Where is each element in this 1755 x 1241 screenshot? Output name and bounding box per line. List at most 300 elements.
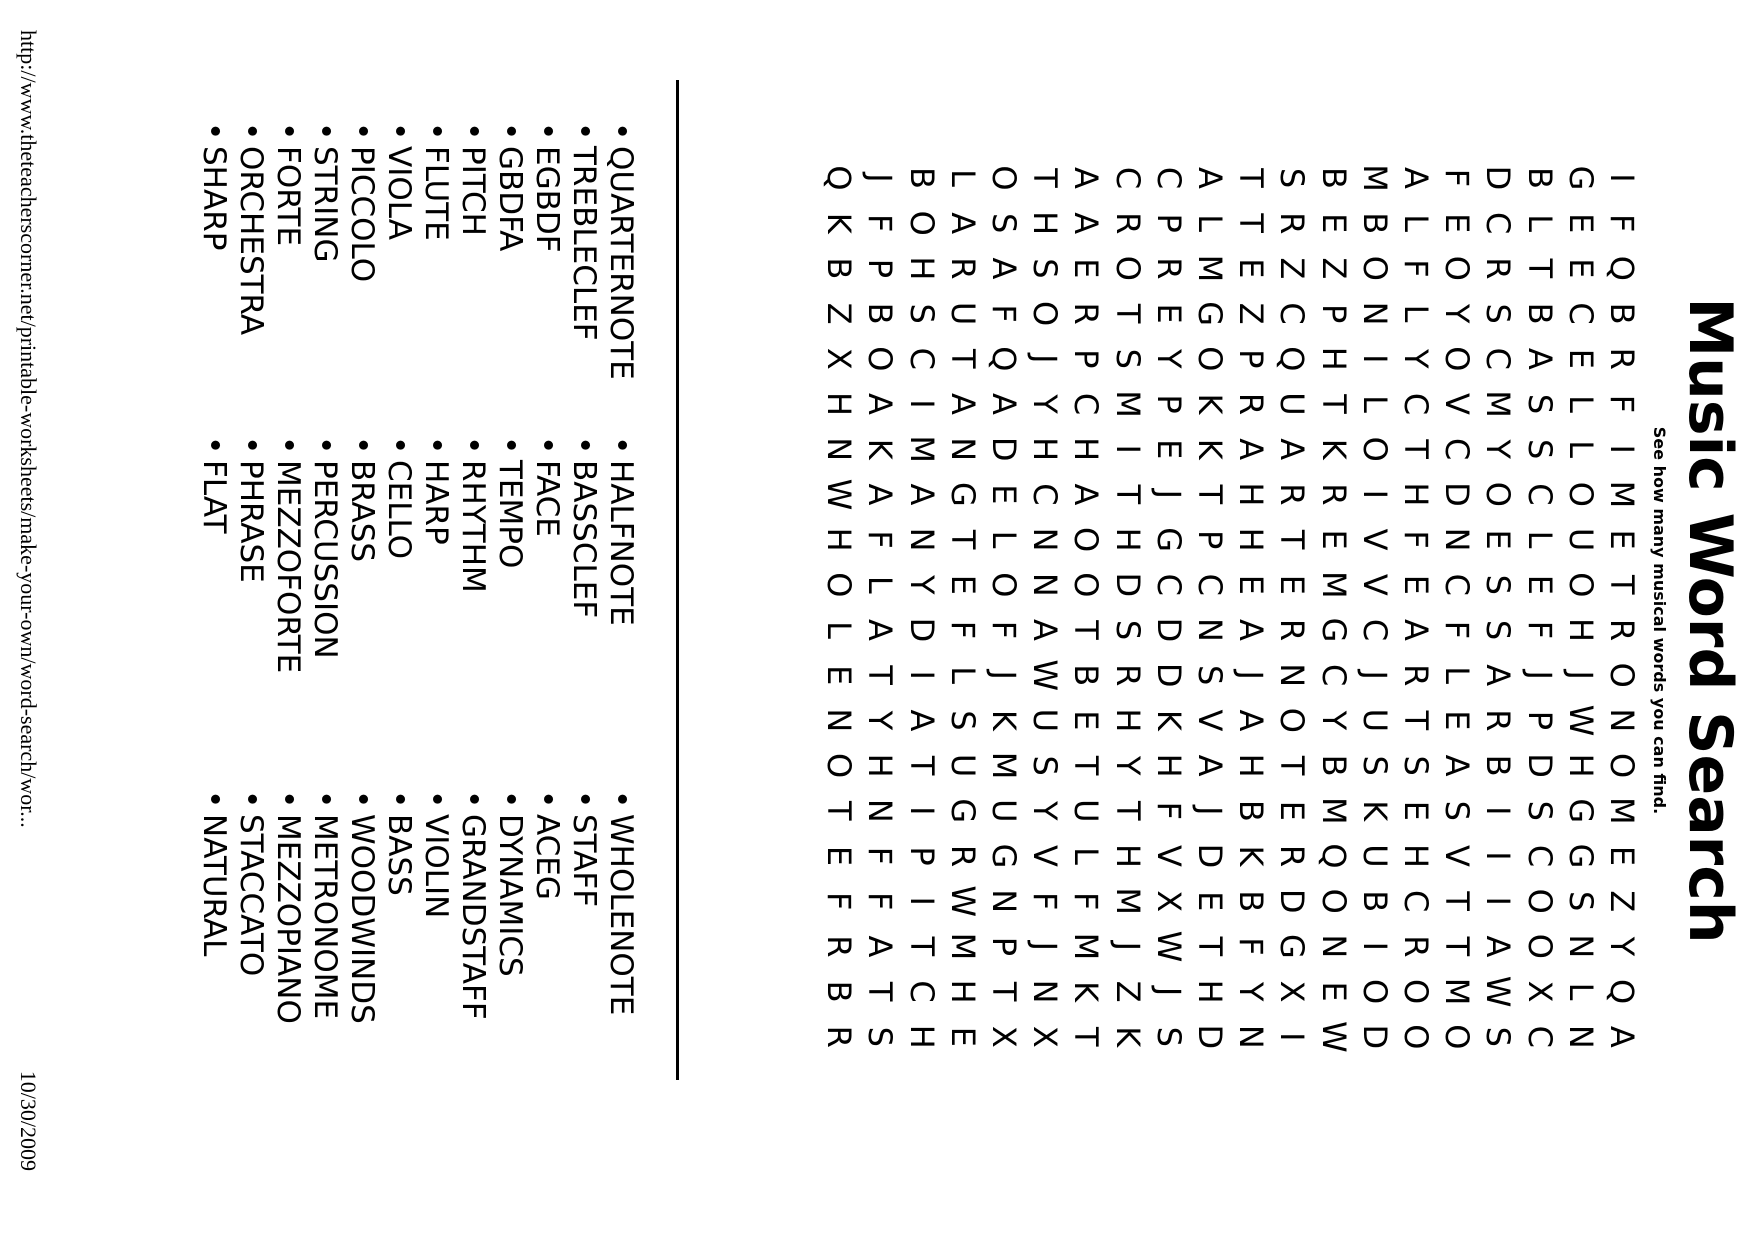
grid-letter: U <box>1355 708 1394 733</box>
grid-letter: L <box>1397 304 1435 323</box>
grid-letter: S <box>1479 574 1518 595</box>
grid-letter: M <box>1314 570 1353 599</box>
grid-letter: D <box>1479 165 1518 191</box>
worksheet-title: Music Word Search <box>1675 297 1745 944</box>
grid-letter: A <box>861 619 900 641</box>
grid-letter: S <box>985 213 1023 234</box>
grid-letter: C <box>1397 392 1435 416</box>
grid-letter: B <box>820 980 859 1003</box>
grid-letter: O <box>1026 301 1065 327</box>
grid-letter: Z <box>820 302 859 325</box>
grid-letter: E <box>943 574 982 595</box>
grid-letter: E <box>1561 213 1600 234</box>
grid-letter: C <box>1397 890 1435 913</box>
grid-letter: T <box>1397 439 1435 459</box>
grid-letter: S <box>1520 393 1559 415</box>
grid-letter: K <box>861 438 900 460</box>
grid-letter: E <box>943 1026 982 1047</box>
grid-letter: F <box>943 620 982 640</box>
grid-letter: Z <box>1314 257 1353 280</box>
grid-letter: H <box>1397 482 1435 507</box>
grid-letter: A <box>1026 619 1065 641</box>
grid-letter: W <box>1479 975 1518 1008</box>
grid-letter: U <box>943 301 982 326</box>
grid-letter: Y <box>861 710 900 731</box>
grid-letter: B <box>1355 890 1394 913</box>
grid-letter: V <box>1191 709 1229 732</box>
grid-letter: H <box>902 256 941 281</box>
grid-letter: Q <box>1314 843 1353 869</box>
grid-letter: A <box>1397 619 1435 641</box>
grid-letter: N <box>1026 979 1065 1004</box>
grid-letter: F <box>1603 394 1641 414</box>
grid-letter: F <box>1397 530 1435 549</box>
grid-letter: J <box>1232 670 1271 680</box>
grid-letter: O <box>1355 255 1394 281</box>
grid-letter: A <box>1067 167 1106 189</box>
grid-letter: C <box>1108 166 1147 190</box>
grid-letter: H <box>1108 708 1147 733</box>
word-list-item: • PHRASE <box>231 436 271 583</box>
grid-letter: F <box>1149 801 1188 820</box>
grid-letter: P <box>902 846 941 866</box>
grid-letter: E <box>1397 800 1435 821</box>
grid-letter: P <box>1067 349 1106 369</box>
word-list-item: • FLUTE <box>416 122 456 241</box>
grid-letter: X <box>985 1025 1023 1048</box>
grid-letter: T <box>861 665 900 685</box>
word-list-item: • MEZZOPIANO <box>268 790 308 1024</box>
grid-letter: P <box>1314 303 1353 324</box>
grid-letter: Y <box>1149 349 1188 369</box>
grid-letter: U <box>1273 392 1312 416</box>
grid-letter: U <box>1026 708 1065 733</box>
grid-letter: S <box>943 710 982 731</box>
grid-letter: K <box>1191 438 1229 460</box>
grid-letter: Z <box>1603 890 1641 913</box>
grid-letter: H <box>1108 527 1147 552</box>
grid-letter: S <box>861 1026 900 1047</box>
grid-letter: T <box>1438 891 1477 911</box>
grid-letter: A <box>1067 212 1106 235</box>
grid-letter: M <box>1108 390 1147 418</box>
grid-letter: O <box>1561 481 1600 507</box>
grid-letter: C <box>1067 392 1106 416</box>
grid-letter: H <box>943 979 982 1004</box>
grid-letter: S <box>1438 800 1477 821</box>
grid-letter: J <box>985 670 1023 680</box>
grid-letter: L <box>1191 214 1229 233</box>
grid-letter: R <box>943 844 982 868</box>
grid-letter: N <box>1314 934 1353 959</box>
grid-letter: C <box>1149 573 1188 596</box>
grid-letter: N <box>943 437 982 462</box>
grid-letter: A <box>1520 347 1559 370</box>
grid-letter: J <box>1026 941 1065 952</box>
grid-letter: L <box>1561 395 1600 413</box>
grid-letter: E <box>1067 710 1106 731</box>
grid-letter: T <box>943 529 982 550</box>
grid-letter: F <box>1438 168 1477 188</box>
grid-letter: X <box>820 347 859 370</box>
word-list-item: • TEMPO <box>490 436 530 568</box>
grid-letter: C <box>902 347 941 370</box>
grid-letter: E <box>1603 845 1641 867</box>
grid-letter: M <box>1438 977 1477 1006</box>
grid-letter: C <box>1273 302 1312 325</box>
grid-letter: F <box>1438 620 1477 640</box>
grid-letter: I <box>1603 444 1641 454</box>
grid-letter: V <box>1355 573 1394 596</box>
grid-letter: O <box>985 572 1023 598</box>
grid-letter: L <box>1561 982 1600 1001</box>
grid-letter: S <box>1026 755 1065 776</box>
grid-letter: L <box>1397 214 1435 233</box>
grid-letter: L <box>1355 395 1394 413</box>
grid-letter: A <box>861 935 900 958</box>
grid-letter: D <box>1273 888 1312 914</box>
grid-letter: O <box>1520 933 1559 959</box>
grid-letter: O <box>902 210 941 236</box>
word-list-item: • NATURAL <box>194 790 234 956</box>
grid-letter: H <box>1067 437 1106 462</box>
grid-letter: X <box>1520 980 1559 1003</box>
grid-letter: C <box>1520 1025 1559 1048</box>
grid-letter: F <box>1026 891 1065 911</box>
grid-letter: D <box>985 436 1023 462</box>
grid-letter: R <box>820 935 859 958</box>
grid-letter: E <box>1520 574 1559 595</box>
grid-letter: G <box>943 798 982 824</box>
grid-letter: O <box>1603 662 1641 688</box>
grid-letter: U <box>1355 844 1394 868</box>
grid-letter: H <box>902 1024 941 1049</box>
grid-letter: G <box>1561 843 1600 869</box>
grid-letter: N <box>1273 663 1312 688</box>
grid-letter: V <box>1149 845 1188 867</box>
grid-letter: E <box>1149 439 1188 460</box>
grid-letter: X <box>1149 890 1188 913</box>
footer-url: http://www.theteacherscorner.net/printable-worksheets/make-your-own/word-search/wor... <box>16 30 41 828</box>
grid-letter: A <box>985 257 1023 280</box>
grid-letter: L <box>943 169 982 187</box>
grid-letter: I <box>902 399 941 409</box>
grid-letter: R <box>1603 618 1641 642</box>
grid-letter: T <box>1397 710 1435 731</box>
grid-letter: F <box>1520 620 1559 640</box>
grid-letter: S <box>1273 167 1312 189</box>
word-list-item: • GBDFA <box>490 122 530 251</box>
grid-letter: T <box>1520 258 1559 279</box>
grid-letter: O <box>1067 527 1106 553</box>
grid-letter: I <box>1273 1032 1312 1042</box>
grid-letter: O <box>1561 572 1600 598</box>
grid-letter: J <box>1355 670 1394 680</box>
grid-letter: F <box>985 620 1023 640</box>
grid-letter: D <box>1191 1024 1229 1050</box>
grid-letter: D <box>1149 662 1188 688</box>
grid-letter: R <box>1108 212 1147 235</box>
grid-letter: W <box>1026 659 1065 691</box>
grid-letter: C <box>902 980 941 1003</box>
grid-letter: W <box>1314 1020 1353 1053</box>
grid-letter: L <box>985 530 1023 549</box>
grid-letter: K <box>1355 800 1394 822</box>
grid-letter: C <box>1438 573 1477 596</box>
grid-letter: E <box>1314 981 1353 1002</box>
grid-letter: H <box>1108 843 1147 869</box>
grid-letter: O <box>820 572 859 598</box>
grid-letter: I <box>1108 444 1147 454</box>
grid-letter: D <box>1149 617 1188 643</box>
footer-date: 10/30/2009 <box>16 1070 41 1171</box>
grid-letter: C <box>1479 347 1518 370</box>
grid-letter: K <box>820 212 859 234</box>
grid-letter: R <box>1067 302 1106 325</box>
grid-letter: W <box>943 885 982 917</box>
word-list-item: • BRASS <box>342 436 382 562</box>
grid-letter: Y <box>1108 755 1147 776</box>
grid-letter: A <box>1479 664 1518 687</box>
grid-letter: I <box>1355 941 1394 952</box>
grid-letter: N <box>1438 527 1477 552</box>
grid-letter: A <box>1232 709 1271 732</box>
grid-letter: N <box>861 798 900 823</box>
grid-letter: P <box>861 258 900 279</box>
grid-letter: H <box>861 753 900 778</box>
grid-letter: S <box>902 303 941 324</box>
grid-letter: B <box>1479 754 1518 777</box>
word-list-item: • MEZZOFORTE <box>268 436 308 673</box>
grid-letter: Q <box>1603 255 1641 281</box>
grid-letter: R <box>1397 935 1435 958</box>
grid-letter: R <box>1149 257 1188 280</box>
grid-letter: K <box>985 709 1023 731</box>
grid-letter: F <box>1067 891 1106 911</box>
word-list-item: • QUARTERNOTE <box>601 122 641 380</box>
grid-letter: J <box>1561 670 1600 680</box>
grid-letter: B <box>1520 167 1559 189</box>
grid-letter: E <box>1561 348 1600 369</box>
grid-letter: F <box>1232 937 1271 956</box>
grid-letter: O <box>1314 888 1353 914</box>
grid-letter: I <box>1355 354 1394 364</box>
grid-letter: Y <box>902 575 941 595</box>
grid-letter: O <box>1438 255 1477 281</box>
grid-letter: O <box>861 346 900 372</box>
grid-letter: D <box>1108 572 1147 598</box>
word-list-item: • WHOLENOTE <box>601 790 641 1015</box>
grid-letter: H <box>820 527 859 552</box>
grid-letter: M <box>1603 796 1641 825</box>
grid-letter: R <box>1108 664 1147 687</box>
word-list-item: • PERCUSSION <box>305 436 345 659</box>
word-list-item: • STRING <box>305 122 345 263</box>
grid-letter: G <box>985 843 1023 869</box>
worksheet-subtitle: See how many musical words you can find. <box>1650 426 1669 815</box>
grid-letter: K <box>1314 438 1353 460</box>
grid-letter: H <box>1561 753 1600 778</box>
grid-letter: S <box>1561 891 1600 912</box>
grid-letter: T <box>902 936 941 957</box>
grid-letter: N <box>1355 301 1394 326</box>
grid-letter: T <box>1067 620 1106 640</box>
grid-letter: C <box>1520 844 1559 868</box>
word-list-item: • FLAT <box>194 436 234 534</box>
grid-letter: G <box>1561 798 1600 824</box>
grid-letter: O <box>820 753 859 779</box>
grid-letter: F <box>861 530 900 549</box>
word-list-item: • BASSCLEF <box>564 436 604 618</box>
grid-letter: M <box>943 932 982 961</box>
grid-letter: A <box>1191 167 1229 189</box>
grid-letter: G <box>1273 933 1312 959</box>
word-list-item: • HARP <box>416 436 456 545</box>
word-list-item: • BASS <box>379 790 419 896</box>
grid-letter: Z <box>1232 302 1271 325</box>
word-list-item: • STAFF <box>564 790 604 907</box>
grid-letter: A <box>1232 438 1271 461</box>
grid-letter: C <box>1479 212 1518 235</box>
grid-letter: E <box>820 665 859 686</box>
word-list-item: • TREBLECLEF <box>564 122 604 341</box>
grid-letter: F <box>1397 259 1435 278</box>
grid-letter: E <box>1561 258 1600 279</box>
word-list-item: • WOODWINDS <box>342 790 382 1024</box>
grid-letter: A <box>1438 754 1477 777</box>
grid-letter: A <box>1232 619 1271 641</box>
grid-letter: S <box>1520 800 1559 821</box>
grid-letter: L <box>1067 847 1106 865</box>
grid-letter: V <box>1438 845 1477 867</box>
grid-letter: N <box>1561 934 1600 959</box>
grid-letter: H <box>1232 482 1271 507</box>
grid-letter: K <box>1067 981 1106 1003</box>
grid-letter: L <box>1438 666 1477 685</box>
grid-letter: Y <box>1232 981 1271 1002</box>
grid-letter: C <box>1314 664 1353 687</box>
grid-letter: H <box>1026 211 1065 236</box>
grid-letter: C <box>1355 618 1394 642</box>
grid-letter: U <box>943 753 982 778</box>
word-list-item: • METRONOME <box>305 790 345 1019</box>
grid-letter: L <box>1520 214 1559 233</box>
grid-letter: C <box>1191 573 1229 596</box>
grid-letter: M <box>1191 254 1229 283</box>
grid-letter: H <box>1026 437 1065 462</box>
grid-letter: K <box>1191 393 1229 415</box>
grid-letter: O <box>1355 436 1394 462</box>
grid-letter: N <box>1026 527 1065 552</box>
word-list-item: • ACEG <box>527 790 567 900</box>
word-list-item: • CELLO <box>379 436 419 559</box>
grid-letter: V <box>1438 393 1477 415</box>
grid-letter: Q <box>985 346 1023 372</box>
grid-letter: T <box>1191 484 1229 505</box>
grid-letter: O <box>1479 481 1518 507</box>
grid-letter: T <box>1067 1027 1106 1047</box>
grid-letter: E <box>1438 213 1477 234</box>
word-list-item: • PITCH <box>453 122 493 236</box>
grid-letter: P <box>1232 349 1271 369</box>
grid-letter: A <box>985 393 1023 415</box>
grid-letter: A <box>943 212 982 235</box>
grid-letter: M <box>1355 164 1394 192</box>
grid-letter: Y <box>1026 394 1065 414</box>
grid-letter: N <box>1561 1024 1600 1049</box>
grid-letter: T <box>1232 213 1271 233</box>
grid-letter: M <box>1067 932 1106 961</box>
grid-letter: B <box>861 302 900 325</box>
grid-letter: R <box>1397 664 1435 687</box>
grid-letter: H <box>820 391 859 417</box>
grid-letter: L <box>943 666 982 685</box>
grid-letter: T <box>1191 936 1229 957</box>
grid-letter: L <box>861 575 900 594</box>
grid-letter: Y <box>1026 801 1065 821</box>
grid-letter: R <box>1273 212 1312 235</box>
grid-letter: Y <box>1314 710 1353 731</box>
grid-letter: T <box>1438 936 1477 957</box>
grid-letter: E <box>1273 574 1312 595</box>
grid-letter: S <box>1191 665 1229 686</box>
word-list-item: • GRANDSTAFF <box>453 790 493 1020</box>
grid-letter: P <box>985 936 1023 957</box>
grid-letter: G <box>1561 165 1600 191</box>
word-list-item: • ORCHESTRA <box>231 122 271 335</box>
grid-letter: L <box>1561 440 1600 459</box>
grid-letter: P <box>1149 394 1188 414</box>
grid-letter: L <box>820 621 859 639</box>
grid-letter: T <box>1273 755 1312 776</box>
grid-letter: E <box>1273 800 1312 821</box>
grid-letter: M <box>1108 887 1147 915</box>
grid-letter: D <box>1438 482 1477 507</box>
grid-letter: O <box>985 165 1023 191</box>
grid-letter: D <box>1355 1024 1394 1050</box>
grid-letter: E <box>820 845 859 867</box>
grid-letter: A <box>1067 483 1106 506</box>
grid-letter: K <box>1108 1026 1147 1048</box>
grid-letter: J <box>1149 986 1188 997</box>
grid-letter: I <box>902 806 941 816</box>
grid-letter: K <box>1232 845 1271 867</box>
grid-letter: P <box>1191 529 1229 550</box>
grid-letter: T <box>1067 755 1106 776</box>
grid-letter: M <box>1479 390 1518 418</box>
grid-letter: F <box>1603 213 1641 233</box>
grid-letter: C <box>1026 483 1065 506</box>
grid-letter: Y <box>1438 303 1477 324</box>
grid-letter: U <box>1561 527 1600 552</box>
grid-letter: T <box>1108 801 1147 821</box>
grid-letter: T <box>820 801 859 821</box>
grid-letter: B <box>902 167 941 189</box>
grid-letter: O <box>1520 888 1559 914</box>
grid-letter: N <box>820 708 859 733</box>
grid-letter: C <box>1438 438 1477 461</box>
grid-letter: S <box>1108 619 1147 641</box>
grid-letter: C <box>1561 302 1600 325</box>
grid-letter: I <box>902 896 941 906</box>
grid-letter: T <box>902 755 941 776</box>
grid-letter: N <box>1603 708 1641 733</box>
grid-letter: O <box>1191 346 1229 372</box>
grid-letter: W <box>820 478 859 511</box>
grid-letter: T <box>1603 575 1641 595</box>
grid-letter: H <box>1191 979 1229 1004</box>
grid-letter: E <box>1438 710 1477 731</box>
